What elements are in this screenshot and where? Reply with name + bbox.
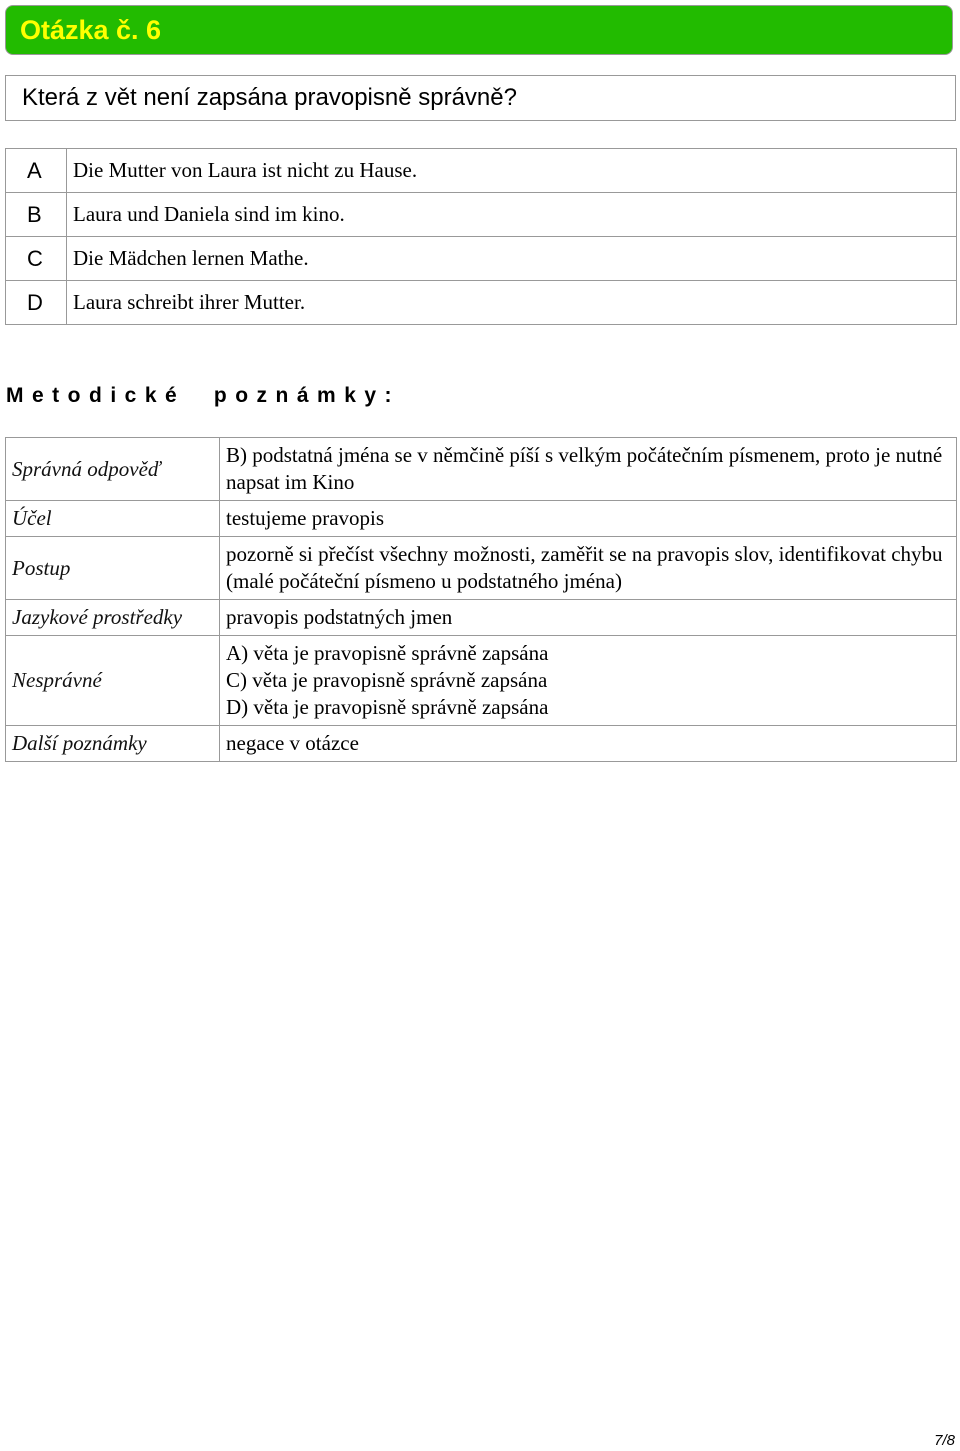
question-box [5,75,956,121]
notes-value-line: B) podstatná jména se v němčině píší s velkým počátečním písmenem, proto je nutné napsat im Kino [226,443,943,494]
notes-value-line: testujeme pravopis [226,506,385,530]
notes-row-purpose [6,501,957,537]
question-number-title: Otázka č. 6 [20,15,162,45]
notes-value-line: pozorně si přečíst všechny možnosti, zaměřit se na pravopis slov, identifikovat chybu (malé počáteční písmeno u podstatného jména) [226,542,943,593]
option-row-d[interactable] [6,281,957,325]
option-row-c[interactable] [6,237,957,281]
option-letter: D [6,281,67,325]
question-text: Která z vět není zapsána pravopisně správně? [22,84,517,111]
option-text: Die Mädchen lernen Mathe. [67,237,957,281]
answer-options-table [5,148,957,325]
notes-label: Postup [6,537,220,600]
option-letter: B [6,193,67,237]
notes-row-procedure [6,537,957,600]
notes-row-correct-answer [6,438,957,501]
notes-value-line: A) věta je pravopisně správně zapsána [226,641,549,665]
notes-value [220,501,957,537]
page-number: 7/8 [934,1432,955,1449]
notes-value-line: pravopis podstatných jmen [226,605,453,629]
option-text: Die Mutter von Laura ist nicht zu Hause. [67,149,957,193]
notes-label: Nesprávné [6,636,220,726]
option-text: Laura und Daniela sind im kino. [67,193,957,237]
notes-value [220,600,957,636]
question-header [5,5,953,55]
notes-label: Účel [6,501,220,537]
notes-value [220,726,957,762]
methodical-notes-table [5,437,957,762]
notes-value [220,636,957,726]
option-row-a[interactable] [6,149,957,193]
option-letter: A [6,149,67,193]
option-row-b[interactable] [6,193,957,237]
notes-value [220,438,957,501]
notes-row-other-notes [6,726,957,762]
methodical-notes-heading: Metodické poznámky: [6,384,401,407]
notes-label: Správná odpověď [6,438,220,501]
notes-value-line: negace v otázce [226,731,359,755]
notes-label: Jazykové prostředky [6,600,220,636]
notes-row-incorrect [6,636,957,726]
notes-value-line: D) věta je pravopisně správně zapsána [226,695,549,719]
option-letter: C [6,237,67,281]
notes-row-language-means [6,600,957,636]
notes-label: Další poznámky [6,726,220,762]
notes-value-line: C) věta je pravopisně správně zapsána [226,668,548,692]
option-text: Laura schreibt ihrer Mutter. [67,281,957,325]
notes-value [220,537,957,600]
